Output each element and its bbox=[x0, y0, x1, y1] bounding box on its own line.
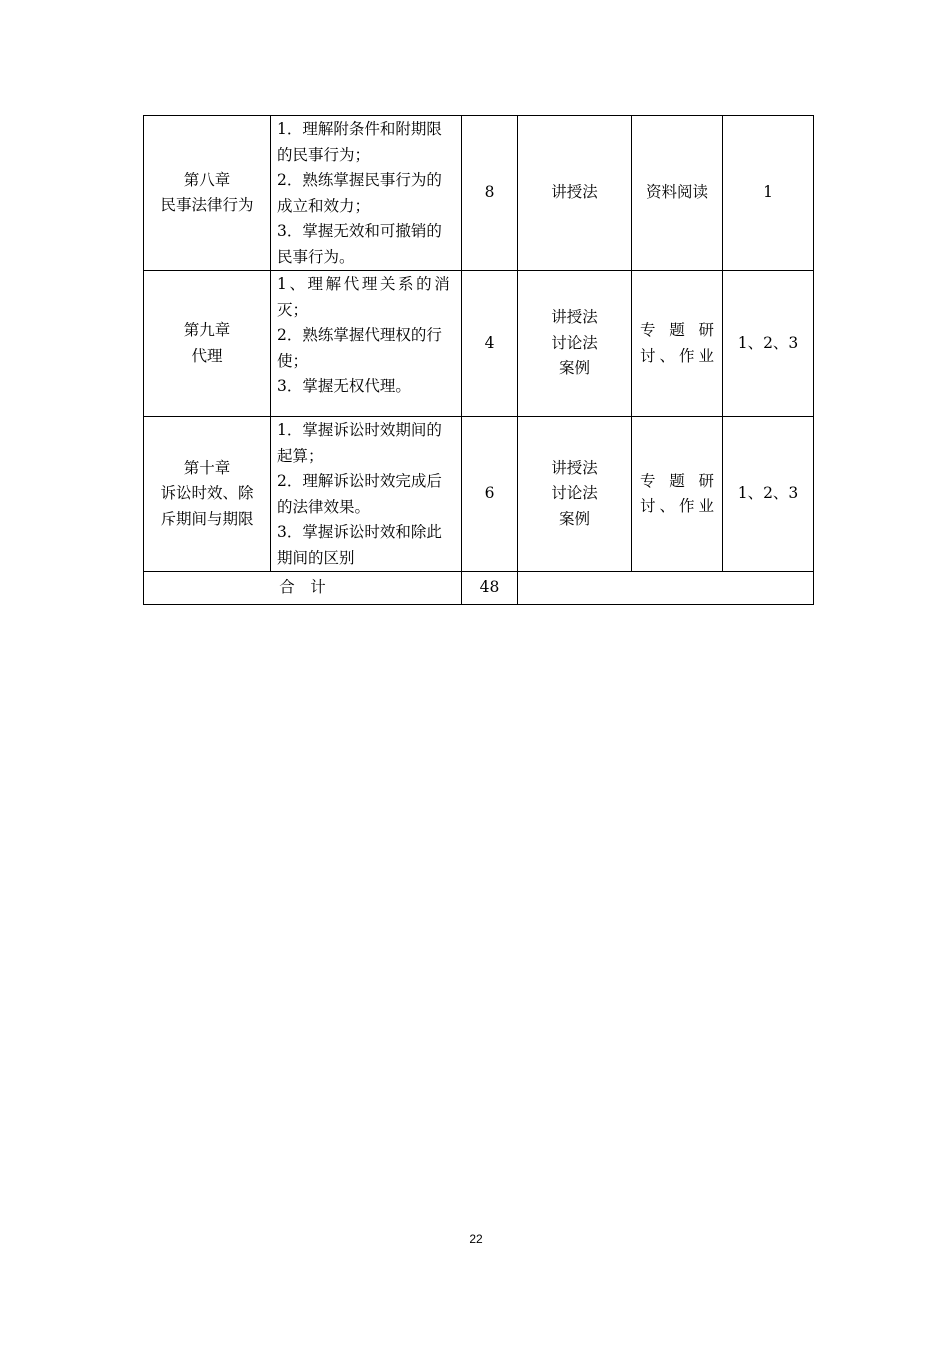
hours-cell: 6 bbox=[462, 417, 518, 572]
assignment-item: 资料阅读 bbox=[645, 183, 708, 202]
objective-line: 3．掌握诉讼时效和除此 bbox=[277, 523, 442, 541]
methods-cell bbox=[518, 417, 632, 572]
chapter-cell bbox=[144, 271, 271, 417]
assignment-item: 讨、作业 bbox=[640, 497, 714, 515]
objective-line: 起算； bbox=[277, 446, 324, 465]
extra-cell: 1、2、3 bbox=[723, 271, 814, 417]
table-row bbox=[144, 417, 814, 572]
total-hours: 48 bbox=[462, 572, 518, 605]
objective-line: 3．掌握无权代理。 bbox=[277, 377, 411, 395]
objective-line: 期间的区别 bbox=[277, 548, 355, 567]
assignment-item: 专 题 研 bbox=[640, 471, 714, 490]
chapter-name: 斥期间与期限 bbox=[160, 509, 254, 528]
chapter-title: 第十章 bbox=[183, 458, 231, 477]
methods-cell bbox=[518, 271, 632, 417]
chapter-title: 第八章 bbox=[183, 170, 231, 189]
method-item: 讲授法 bbox=[551, 308, 598, 327]
objectives-cell bbox=[271, 271, 462, 417]
table-row bbox=[144, 116, 814, 271]
assignments-cell bbox=[632, 417, 723, 572]
objective-line: 1、理解代理关系的消 bbox=[277, 275, 453, 293]
chapter-name: 民事法律行为 bbox=[160, 196, 254, 214]
total-empty-cell bbox=[518, 572, 814, 605]
objective-line: 的法律效果。 bbox=[277, 497, 371, 516]
objective-line: 的民事行为； bbox=[277, 145, 371, 164]
extra-cell: 1 bbox=[723, 116, 814, 271]
table-row bbox=[144, 271, 814, 417]
objective-line: 使； bbox=[277, 351, 309, 370]
objectives-cell bbox=[271, 417, 462, 572]
assignment-item: 讨、作业 bbox=[640, 346, 714, 365]
methods-cell bbox=[518, 116, 632, 271]
method-item: 讲授法 bbox=[551, 458, 598, 477]
objective-line: 成立和效力； bbox=[277, 196, 371, 215]
assignments-cell bbox=[632, 271, 723, 417]
objective-line: 2．理解诉讼时效完成后 bbox=[277, 472, 442, 490]
chapter-name: 代理 bbox=[191, 346, 223, 365]
method-item: 讲授法 bbox=[551, 183, 598, 202]
extra-cell: 1、2、3 bbox=[723, 417, 814, 572]
assignment-item: 专 题 研 bbox=[640, 321, 714, 339]
objectives-cell bbox=[271, 116, 462, 271]
hours-cell: 4 bbox=[462, 271, 518, 417]
objective-line: 1．理解附条件和附期限 bbox=[277, 120, 442, 138]
objective-line: 1．掌握诉讼时效期间的 bbox=[277, 421, 442, 439]
method-item: 案例 bbox=[558, 509, 590, 528]
total-row bbox=[144, 572, 814, 605]
chapter-title: 第九章 bbox=[183, 321, 231, 339]
objective-line: 3．掌握无效和可撤销的 bbox=[277, 222, 442, 240]
assignments-cell bbox=[632, 116, 723, 271]
objective-line: 民事行为。 bbox=[277, 247, 355, 266]
chapter-cell bbox=[144, 116, 271, 271]
syllabus-table bbox=[143, 115, 814, 605]
page-number: 22 bbox=[469, 1232, 483, 1246]
objective-line: 2．熟练掌握代理权的行 bbox=[277, 326, 442, 344]
chapter-cell bbox=[144, 417, 271, 572]
objective-line: 2．熟练掌握民事行为的 bbox=[277, 171, 442, 189]
hours-cell: 8 bbox=[462, 116, 518, 271]
chapter-name: 诉讼时效、除 bbox=[160, 484, 254, 503]
objective-line: 灭； bbox=[277, 300, 309, 319]
method-item: 案例 bbox=[558, 359, 590, 378]
total-label: 合 计 bbox=[144, 572, 462, 605]
method-item: 讨论法 bbox=[551, 484, 598, 503]
method-item: 讨论法 bbox=[551, 333, 598, 352]
